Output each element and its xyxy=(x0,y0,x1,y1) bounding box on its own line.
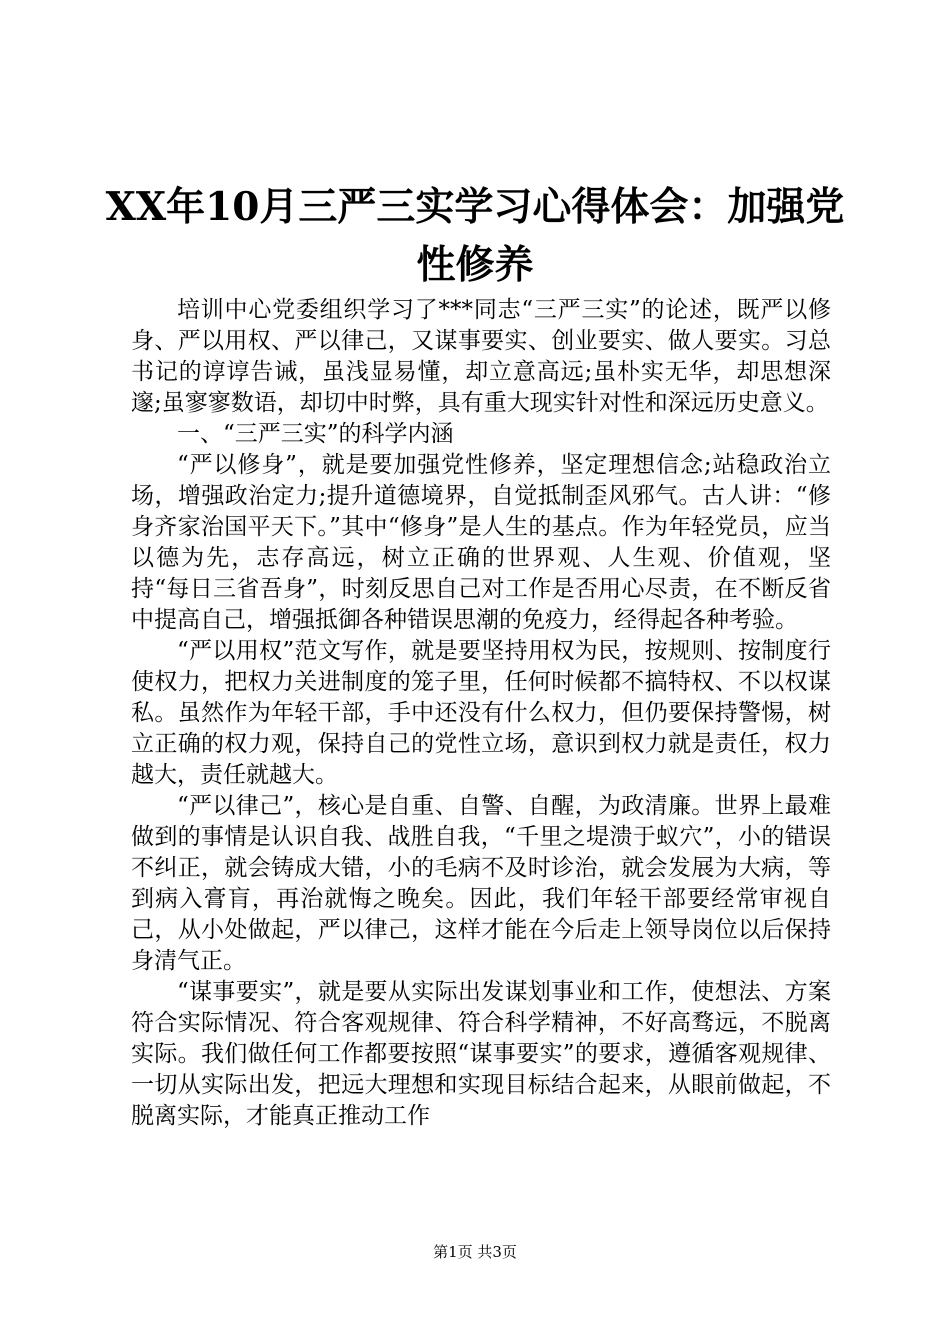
document-body xyxy=(131,295,831,1132)
paragraph-moushi: “谋事要实”，就是要从实际出发谋划事业和工作，使想法、方案符合实际情况、符合客观规律、符合科学精神，不好高骛远，不脱离实际。我们做任何工作都要按照“谋事要实”的要求，遵循客观规律、一切从实际出发，把远大理想和实现目标结合起来，从眼前做起，不脱离实际，才能真正推动工作 xyxy=(131,979,831,1129)
document-title: XX年10月三严三实学习心得体会：加强党性修养 xyxy=(105,184,845,288)
paragraph-lvji: “严以律己”，核心是自重、自警、自醒，为政清廉。世界上最难做到的事情是认识自我、战胜自我，“千里之堤溃于蚁穴”，小的错误不纠正，就会铸成大错，小的毛病不及时诊治，就会发展为大病，等到病入膏肓，再治就悔之晚矣。因此，我们年轻干部要经常审视自己，从小处做起，严以律己，这样才能在今后走上领导岗位以后保持身清气正。 xyxy=(131,793,831,974)
paragraph-yongquan: “严以用权”范文写作，就是要坚持用权为民，按规则、按制度行使权力，把权力关进制度的笼子里，任何时候都不搞特权、不以权谋私。虽然作为年轻干部，手中还没有什么权力，但仍要保持警惕，树立正确的权力观，保持自己的党性立场，意识到权力就是责任，权力越大，责任就越大。 xyxy=(131,638,831,788)
section-heading: 一、“三严三实”的科学内涵 xyxy=(177,421,454,447)
paragraph-intro: 培训中心党委组织学习了***同志“三严三实”的论述，既严以修身、严以用权、严以律己，又谋事要实、创业要实、做人要实。习总书记的谆谆告诫，虽浅显易懂，却立意高远;虽朴实无华，却思想深邃;虽寥寥数语，却切中时弊，具有重大现实针对性和深远历史意义。 xyxy=(131,297,831,416)
page-number-footer: 第1页 共3页 xyxy=(433,1243,517,1261)
paragraph-xiushen: “严以修身”，就是要加强党性修养，坚定理想信念;站稳政治立场，增强政治定力;提升道德境界，自觉抵制歪风邪气。古人讲：“修身齐家治国平天下。”其中“修身”是人生的基点。作为年轻党员，应当以德为先，志存高远，树立正确的世界观、人生观、价值观，坚持“每日三省吾身”，时刻反思自己对工作是否用心尽责，在不断反省中提高自己，增强抵御各种错误思潮的免疫力，经得起各种考验。 xyxy=(131,452,831,633)
